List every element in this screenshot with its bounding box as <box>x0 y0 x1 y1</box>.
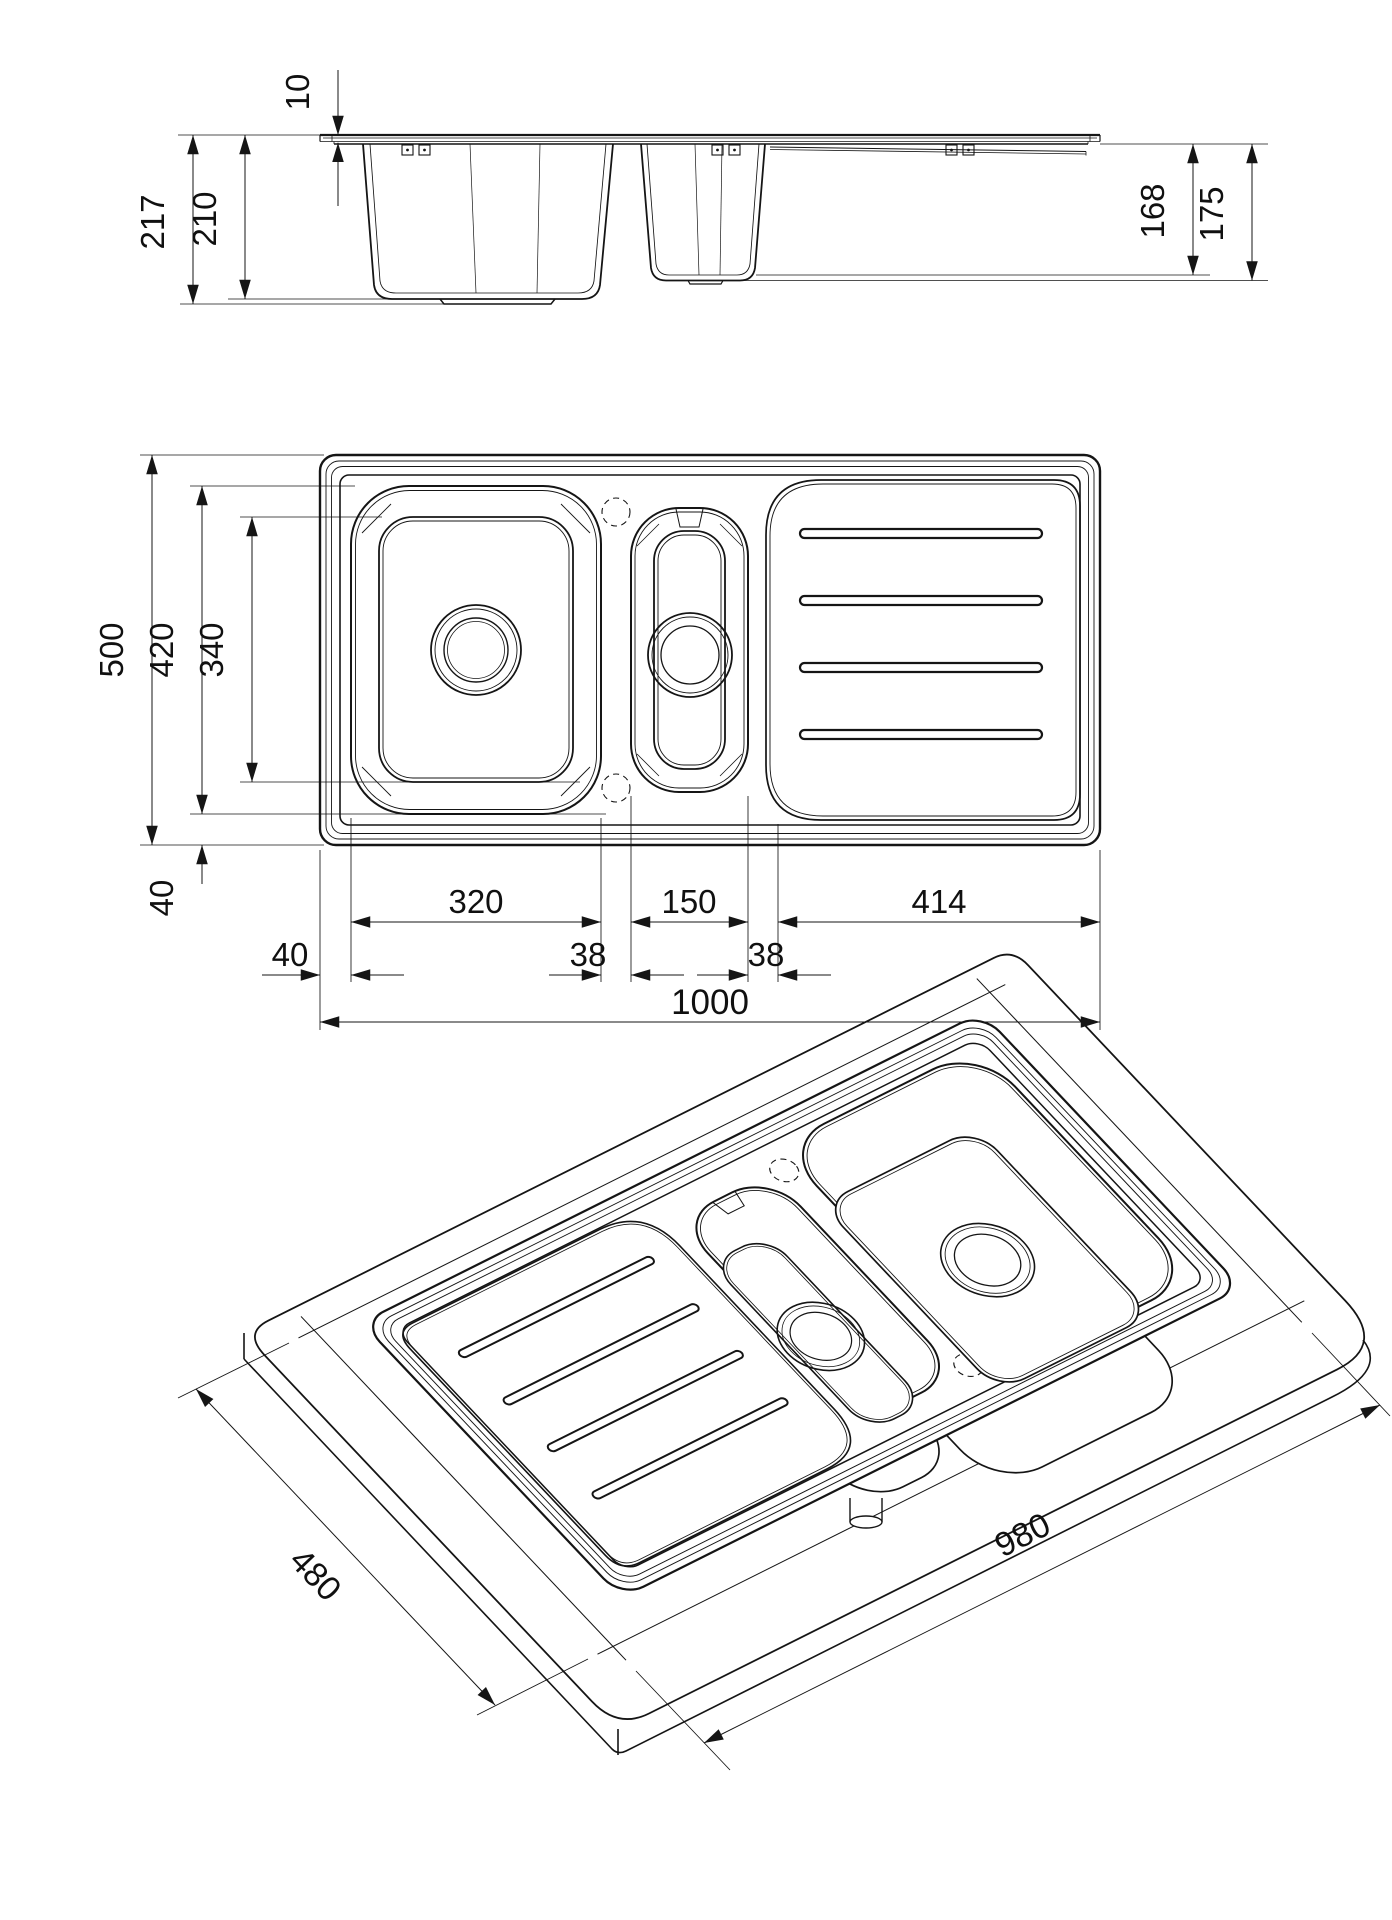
dim-label-210: 210 <box>186 191 223 247</box>
dim-label-40-left: 40 <box>271 936 309 973</box>
dim-label-10: 10 <box>279 73 316 111</box>
dimension-main-bowl-length <box>351 883 601 922</box>
dim-label-420: 420 <box>143 622 180 678</box>
dim-label-500: 500 <box>93 622 130 678</box>
main-bowl-profile <box>363 144 613 304</box>
dim-label-980: 980 <box>988 1505 1057 1566</box>
plan-view <box>93 455 1100 1030</box>
dimension-depth-right-max <box>1193 144 1252 281</box>
dim-label-175: 175 <box>1193 186 1230 242</box>
dimension-half-bowl-length <box>631 883 748 922</box>
dimension-depth-right-min <box>1134 144 1193 275</box>
drainboard-plan <box>766 480 1080 820</box>
dim-label-150: 150 <box>661 883 717 920</box>
dimension-depth-total <box>134 135 193 304</box>
dim-label-217: 217 <box>134 194 171 250</box>
dim-label-40-bottom: 40 <box>143 879 180 917</box>
drainboard-profile <box>770 147 1086 156</box>
dim-label-480: 480 <box>281 1541 349 1609</box>
main-bowl-plan <box>351 486 601 814</box>
dim-label-320: 320 <box>448 883 504 920</box>
dimension-gap-half-drainer <box>697 936 831 975</box>
dimension-depth-bowl <box>186 135 245 299</box>
dimension-drainer-length <box>778 883 1100 922</box>
drain-stub <box>850 1498 882 1528</box>
mounting-clips <box>402 145 974 155</box>
half-bowl-plan <box>631 508 748 792</box>
side-extension-lines <box>178 135 1268 304</box>
tap-holes-plan <box>602 498 630 802</box>
side-elevation-view <box>134 70 1268 304</box>
half-bowl-profile <box>641 144 765 284</box>
dim-label-168: 168 <box>1134 183 1171 239</box>
dim-label-38-right: 38 <box>747 936 785 973</box>
dim-label-38-left: 38 <box>569 936 607 973</box>
dimension-margin-bottom <box>143 845 202 916</box>
dimension-gap-main-half <box>549 936 684 975</box>
isometric-view <box>178 949 1390 1770</box>
deck-profile <box>320 135 1100 144</box>
dimension-margin-left <box>262 936 404 975</box>
dimension-overall-length <box>320 983 1100 1022</box>
dim-label-1000: 1000 <box>671 983 749 1022</box>
dim-label-414: 414 <box>911 883 967 920</box>
dimension-cutout-depth <box>196 1389 495 1705</box>
dim-label-340: 340 <box>193 622 230 678</box>
